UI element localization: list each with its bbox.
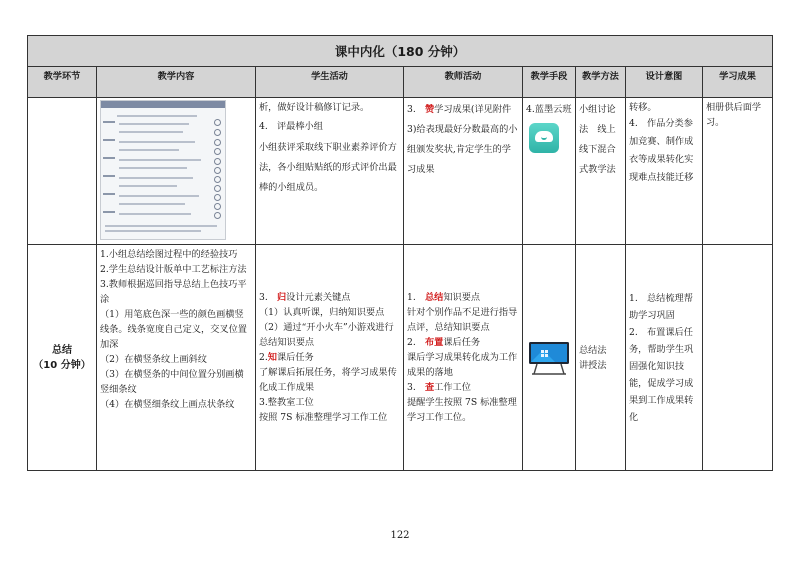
content-line: （3）在横竖条的中间位置分别画横竖细条纹: [100, 369, 244, 395]
emphasis-keyword: 归: [276, 292, 287, 303]
student-line: [259, 305, 400, 320]
method-line: 总结法: [579, 344, 607, 356]
teacher-line: [407, 290, 519, 305]
col-header-student: 学生活动: [256, 67, 404, 98]
line-text: 提醒学生按照 7S 标准整理学习工作工位。: [407, 397, 517, 423]
col-header-teacher: 教师活动: [404, 67, 523, 98]
means-cell: [523, 98, 576, 245]
line-text: 课后任务: [443, 337, 481, 348]
stage-cell: [28, 245, 97, 471]
line-prefix: 2.: [259, 352, 268, 363]
teacher-line: [407, 335, 519, 350]
teacher-line: [407, 350, 519, 380]
lanmo-cloud-icon: [529, 123, 559, 153]
header-row: [28, 67, 773, 98]
lesson-plan-table: [27, 35, 773, 471]
content-line: 1.小组总结绘图过程中的经验技巧: [100, 249, 238, 260]
evaluation-form-thumbnail: [100, 100, 226, 240]
intent-cell: [626, 245, 703, 471]
method-cell: [576, 245, 626, 471]
intent-cell: [626, 98, 703, 245]
table-row: [28, 245, 773, 471]
means-cell: [523, 245, 576, 471]
method-cell: [576, 98, 626, 245]
student-line: [259, 290, 400, 305]
outcome-cell: [703, 98, 773, 245]
stage-cell: [28, 98, 97, 245]
content-line: （1）用笔底色深一些的颜色画横竖线条。线条宽度自己定义，交叉位置加深: [100, 309, 247, 350]
student-line: [259, 395, 400, 410]
stage-duration: （10 分钟）: [33, 359, 91, 371]
intent-line: 1. 总结梳理帮助学习巩固: [629, 292, 693, 321]
content-line: 2.学生总结设计版单中工艺标注方法: [100, 264, 247, 275]
teacher-line-prefix: 3.: [407, 104, 425, 115]
line-prefix: 3.: [407, 382, 425, 393]
smart-board-icon: [527, 340, 571, 376]
teacher-activity-cell: [404, 98, 523, 245]
line-prefix: 2.: [407, 337, 425, 348]
col-header-intent: 设计意图: [626, 67, 703, 98]
content-cell: [97, 245, 256, 471]
method-line: 讲授法: [579, 359, 607, 371]
intent-line: 2. 布置课后任务，帮助学生巩固强化知识技能，促成学习成果到工作成果转化: [629, 326, 694, 423]
col-header-outcome: 学习成果: [703, 67, 773, 98]
line-text: 3.整教室工位: [259, 397, 314, 408]
col-header-content: 教学内容: [97, 67, 256, 98]
teacher-line: [407, 395, 519, 425]
line-prefix: 1.: [407, 292, 425, 303]
line-text: 按照 7S 标准整理学习工作工位: [259, 412, 388, 423]
content-line: （2）在横竖条纹上画斜纹: [100, 354, 207, 365]
stage-name: 总结: [52, 344, 72, 356]
student-line: 小组获评采取线下职业素养评价方法，各小组贴贴纸的形式评价出最棒的小组成员。: [259, 142, 397, 193]
student-line: 析，做好设计稿修订记录。: [259, 102, 370, 113]
teacher-activity-cell: [404, 245, 523, 471]
emphasis-keyword: 赞: [424, 104, 435, 115]
content-line: （4）在横竖细条纹上画点状条纹: [100, 399, 235, 410]
line-text: 设计元素关键点: [286, 292, 351, 303]
col-header-method: 教学方法: [576, 67, 626, 98]
line-text: 知识要点: [443, 292, 481, 303]
table-title: 课中内化（180 分钟）: [28, 36, 773, 67]
line-text: 针对个别作品不足进行指导点评，总结知识要点: [407, 307, 518, 333]
teacher-line-text: 学习成果(详见附件 3)给表现最好分数最高的小组颁发奖状,肯定学生的学习成果: [407, 104, 518, 175]
student-line: [259, 410, 400, 425]
student-activity-cell: [256, 98, 404, 245]
page-number: 122: [390, 530, 410, 541]
line-text: 了解课后拓展任务，将学习成果传化成工作成果: [259, 367, 397, 393]
student-line: [259, 365, 400, 395]
table-row: [28, 98, 773, 245]
emphasis-keyword: 布置: [424, 337, 444, 348]
col-header-means: 教学手段: [523, 67, 576, 98]
student-line: 4. 评最棒小组: [259, 121, 323, 132]
content-line: 3.教师根据巡回指导总结上色技巧平涂: [100, 279, 247, 305]
student-activity-cell: [256, 245, 404, 471]
line-text: 课后任务: [276, 352, 314, 363]
outcome-cell: [703, 245, 773, 471]
student-line: [259, 350, 400, 365]
col-header-stage: 教学环节: [28, 67, 97, 98]
line-prefix: 3.: [259, 292, 277, 303]
outcome-text: 相册供后面学习。: [706, 102, 762, 128]
line-text: （2）通过“开小火车”小游戏进行总结知识要点: [259, 322, 394, 348]
emphasis-keyword: 查: [424, 382, 435, 393]
method-text: 小组讨论法 线上线下混合式教学法: [579, 104, 616, 175]
line-text: 课后学习成果转化成为工作成果的落地: [407, 352, 518, 378]
student-line: [259, 320, 400, 350]
content-cell: [97, 98, 256, 245]
line-text: 工作工位: [434, 382, 471, 393]
emphasis-keyword: 总结: [424, 292, 444, 303]
intent-line: 4. 作品分类参加竞赛、制作成衣等成果转化实现难点技能迁移: [629, 118, 694, 183]
intent-line: 转移。: [629, 102, 657, 113]
means-text: 4.蓝墨云班: [526, 104, 572, 115]
emphasis-keyword: 知: [267, 352, 277, 363]
teacher-line: [407, 305, 519, 335]
teacher-line: [407, 380, 519, 395]
line-text: （1）认真听课，归纳知识要点: [259, 307, 385, 318]
